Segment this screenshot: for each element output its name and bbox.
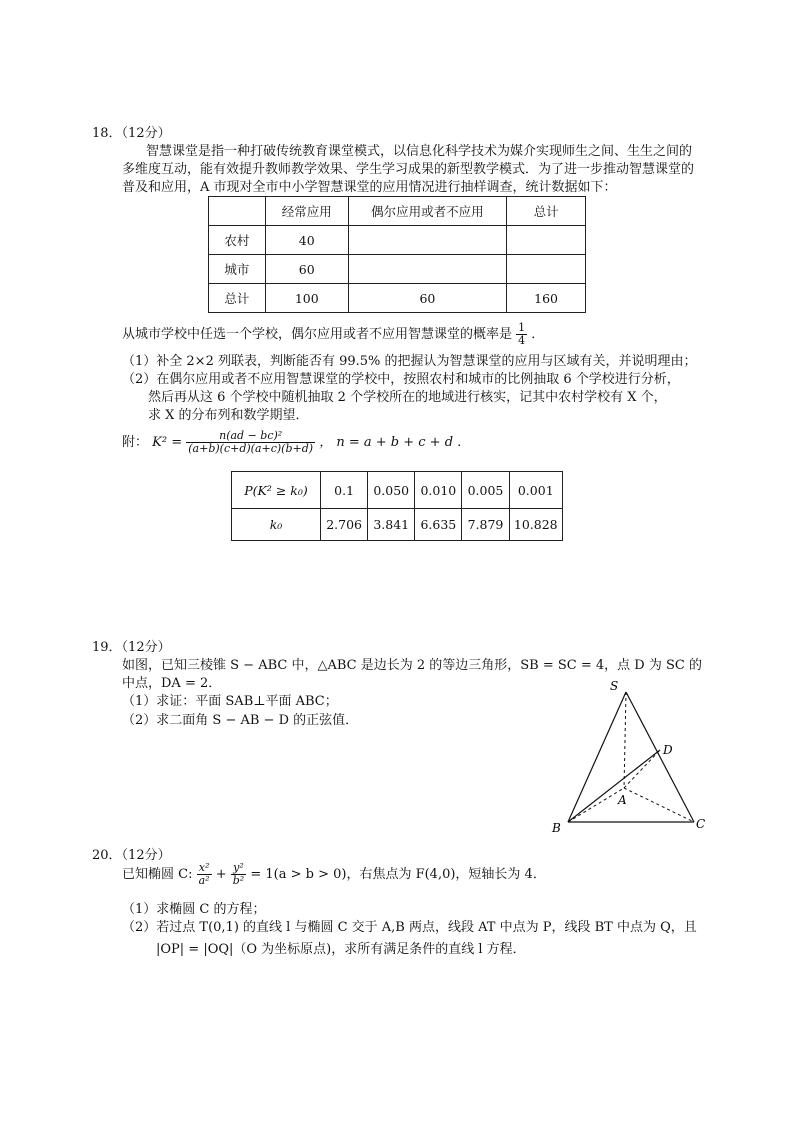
table-header-cell bbox=[209, 197, 266, 226]
vertex-label-b: B bbox=[552, 821, 561, 835]
k2-denominator: (a+b)(c+d)(a+c)(b+d) bbox=[188, 442, 314, 455]
edge-ad-hidden bbox=[624, 750, 660, 788]
ellipse-prefix: 已知椭圆 C: bbox=[122, 867, 193, 882]
q20-header: 20．（12分） bbox=[92, 848, 171, 863]
q18-part-1: （1）补全 2×2 列联表，判断能否有 99.5% 的把握认为智慧课堂的应用与区域有关，并说明理由； bbox=[122, 354, 697, 369]
q18-probability-fraction bbox=[516, 322, 527, 347]
table-cell: 农村 bbox=[209, 226, 266, 255]
k2-n-definition: ， n = a + b + c + d ． bbox=[319, 435, 471, 450]
table-cell: 2.706 bbox=[321, 509, 368, 541]
q18-critical-value-table bbox=[231, 471, 563, 541]
appendix-label: 附： bbox=[122, 435, 149, 450]
edge-ba-hidden bbox=[568, 788, 624, 822]
table-cell: 0.050 bbox=[368, 472, 415, 509]
q20-part-2-line-1: （2）若过点 T(0,1) 的直线 l 与椭圆 C 交于 A,B 两点，线段 AT 中点为 P，线段 BT 中点为 Q，且 bbox=[122, 920, 697, 935]
q18-para-line-1: 智慧课堂是指一种打破传统教育课堂模式，以信息化科学技术为媒介实现师生之间、生生之间的 bbox=[146, 144, 693, 159]
table-cell: 40 bbox=[265, 226, 348, 255]
table-header-cell: 经常应用 bbox=[265, 197, 348, 226]
q18-probability-text: 从城市学校中任选一个学校，偶尔应用或者不应用智慧课堂的概率是 bbox=[122, 327, 513, 342]
tetrahedron-figure bbox=[548, 676, 718, 836]
fraction-denominator: a² bbox=[198, 874, 210, 887]
table-cell: 0.001 bbox=[509, 472, 562, 509]
table-row bbox=[209, 284, 586, 313]
q19-part-1: （1）求证：平面 SAB⊥平面 ABC； bbox=[122, 694, 338, 709]
q18-contingency-table bbox=[208, 196, 586, 313]
q19-line-2: 中点，DA = 2． bbox=[122, 676, 222, 691]
table-cell: 100 bbox=[265, 284, 348, 313]
q18-part-2-line-1: （2）在偶尔应用或者不应用智慧课堂的学校中，按照农村和城市的比例抽取 6 个学校进行分析， bbox=[122, 372, 680, 387]
fraction-denominator: b² bbox=[232, 874, 245, 887]
vertex-label-c: C bbox=[696, 817, 706, 831]
q20-part-1: （1）求椭圆 C 的方程； bbox=[122, 902, 266, 917]
table-cell: 60 bbox=[348, 284, 507, 313]
vertex-label-a: A bbox=[618, 793, 627, 807]
table-cell bbox=[507, 226, 586, 255]
q20-ellipse-line bbox=[122, 862, 546, 887]
table-cell: 0.010 bbox=[415, 472, 462, 509]
table-cell: 7.879 bbox=[462, 509, 509, 541]
k-row-label: k₀ bbox=[232, 509, 321, 541]
q19-line-1: 如图，已知三棱锥 S − ABC 中，△ABC 是边长为 2 的等边三角形，SB = SC = 4，点 D 为 SC 的 bbox=[122, 658, 702, 673]
q19-header: 19．（12分） bbox=[92, 640, 171, 655]
table-cell bbox=[348, 255, 507, 284]
q20-part-2-line-2: |OP| = |OQ|（O 为坐标原点)，求所有满足条件的直线 l 方程． bbox=[156, 942, 526, 957]
table-cell: 0.1 bbox=[321, 472, 368, 509]
table-cell bbox=[348, 226, 507, 255]
table-header-cell: 偶尔应用或者不应用 bbox=[348, 197, 507, 226]
q18-appendix-formula bbox=[122, 430, 470, 455]
fraction-denominator: 4 bbox=[518, 334, 526, 347]
table-row bbox=[232, 472, 563, 509]
q18-probability-line bbox=[122, 322, 544, 347]
q19-part-2: （2）求二面角 S − AB − D 的正弦值． bbox=[122, 713, 359, 728]
k2-fraction bbox=[186, 430, 315, 455]
table-row bbox=[232, 509, 563, 541]
fraction-numerator: x² bbox=[197, 862, 212, 875]
k2-numerator: n(ad − bc)² bbox=[186, 430, 315, 443]
table-cell: 6.635 bbox=[415, 509, 462, 541]
y-fraction bbox=[231, 862, 246, 887]
q18-header: 18．（12分） bbox=[92, 126, 171, 141]
q18-probability-end: ． bbox=[531, 327, 545, 342]
table-row bbox=[209, 226, 586, 255]
table-cell: 3.841 bbox=[368, 509, 415, 541]
table-cell: 60 bbox=[265, 255, 348, 284]
fraction-numerator: y² bbox=[231, 862, 246, 875]
q18-para-line-3: 普及和应用，A 市现对全市中小学智慧课堂的应用情况进行抽样调查，统计数据如下： bbox=[122, 180, 617, 195]
table-row bbox=[209, 255, 586, 284]
fraction-numerator: 1 bbox=[518, 321, 526, 334]
table-cell: 总计 bbox=[209, 284, 266, 313]
edge-sc bbox=[626, 692, 694, 822]
ellipse-suffix: = 1(a > b > 0)，右焦点为 F(4,0)，短轴长为 4． bbox=[250, 867, 546, 882]
plus-sign: + bbox=[215, 867, 227, 882]
table-cell bbox=[507, 255, 586, 284]
table-cell: 0.005 bbox=[462, 472, 509, 509]
x-fraction bbox=[197, 862, 212, 887]
q18-para-line-2: 多维度互动，能有效提升教师教学效果、学生学习成果的新型教学模式．为了进一步推动智慧课堂的 bbox=[122, 162, 695, 177]
vertex-label-d: D bbox=[663, 743, 673, 757]
q18-part-2-line-2: 然后再从这 6 个学校中随机抽取 2 个学校所在的地域进行核实，记其中农村学校有 X 个， bbox=[148, 390, 667, 405]
table-cell: 160 bbox=[507, 284, 586, 313]
vertex-label-s: S bbox=[610, 679, 619, 693]
q18-part-2-line-3: 求 X 的分布列和数学期望． bbox=[148, 408, 309, 423]
edge-sa-hidden bbox=[624, 692, 626, 788]
edge-ac-hidden bbox=[624, 788, 694, 822]
table-cell: 城市 bbox=[209, 255, 266, 284]
p-row-label: P(K² ≥ k₀) bbox=[232, 472, 321, 509]
edge-bd bbox=[568, 750, 660, 822]
table-header-cell: 总计 bbox=[507, 197, 586, 226]
table-cell: 10.828 bbox=[509, 509, 562, 541]
k2-lhs: K² = bbox=[152, 435, 183, 450]
